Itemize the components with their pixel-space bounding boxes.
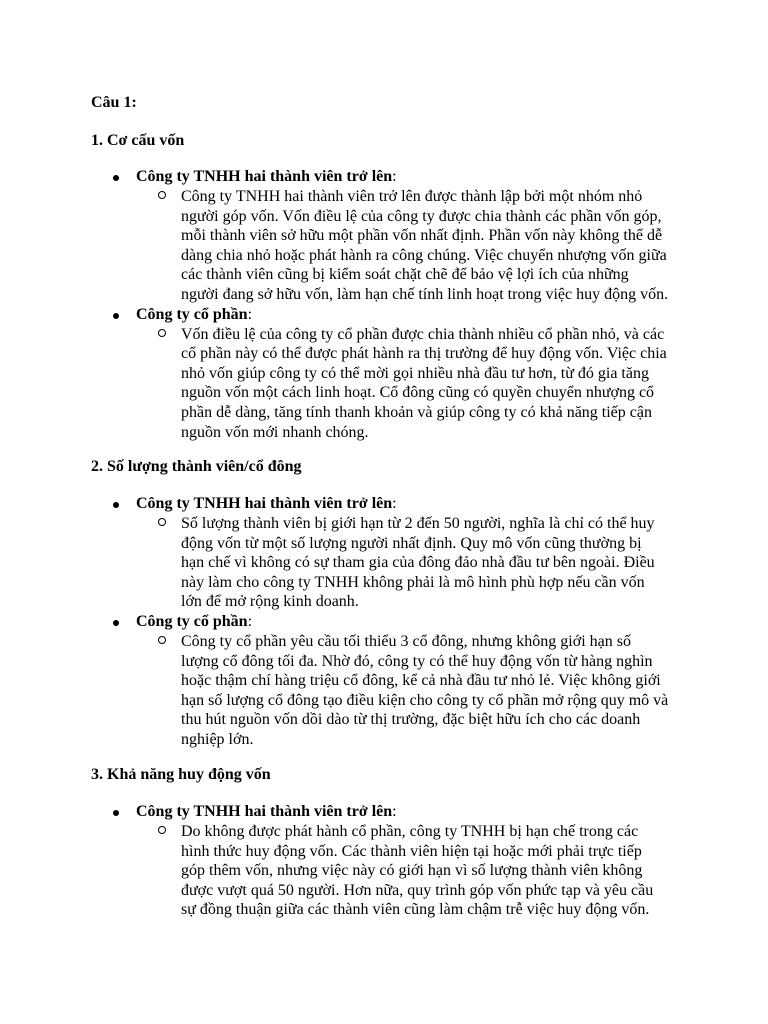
bullet-label: Công ty cổ phần bbox=[136, 305, 248, 323]
bullet-label: Công ty TNHH hai thành viên trở lên bbox=[136, 803, 393, 820]
section-member-count-list bbox=[0, 494, 768, 750]
paragraph: Công ty TNHH hai thành viên trở lên được thành lập bởi một nhóm nhỏ người góp vốn. Vốn điều lệ của công ty được chia thành các phần vốn góp, mỗi thành viên sở hữu một phần vốn nhất định. Phần vốn này không thể dễ dàng chia nhỏ hoặc phát hành ra công chúng. Việc chuyển nhượng vốn giữa các thành viên cũng bị kiểm soát chặt chẽ để bảo vệ lợi ích của những người đang sở hữu vốn, làm hạn chế tính linh hoạt trong việc huy động vốn. bbox=[181, 188, 669, 303]
bullet-item bbox=[0, 612, 768, 632]
bullet-colon: : bbox=[392, 803, 397, 820]
bullet-label: Công ty cổ phần bbox=[136, 612, 248, 630]
circle-bullet-icon bbox=[158, 329, 166, 337]
bullet-label: Công ty TNHH hai thành viên trở lên bbox=[136, 495, 393, 512]
paragraph: Vốn điều lệ của công ty cổ phần được chia thành nhiều cổ phần nhỏ, và các cổ phần này có thể được phát hành ra thị trường để huy động vốn. Việc chia nhỏ vốn giúp công ty có thể mời gọi nhiều nhà đầu tư hơn, từ đó gia tăng nguồn vốn một cách linh hoạt. Cổ đông cũng có quyền chuyển nhượng cổ phần dễ dàng, tăng tính thanh khoản và giúp công ty có khả năng tiếp cận nguồn vốn mới nhanh chóng. bbox=[181, 325, 667, 441]
circle-bullet-icon bbox=[158, 518, 166, 526]
bullet-icon bbox=[113, 620, 119, 626]
paragraph: Công ty cổ phần yêu cầu tối thiểu 3 cổ đông, nhưng không giới hạn số lượng cổ đông tối đa. Nhờ đó, công ty có thể huy động vốn từ hàng nghìn hoặc thậm chí hàng triệu cổ đông, kể cả nhà đầu tư nhỏ lẻ. Việc không giới hạn số lượng cổ đông tạo điều kiện cho công ty cổ phần mở rộng quy mô và thu hút nguồn vốn dồi dào từ thị trường, đặc biệt hữu ích cho các doanh nghiệp lớn. bbox=[181, 632, 669, 748]
bullet-colon: : bbox=[247, 612, 253, 630]
circle-bullet-icon bbox=[158, 636, 166, 644]
section-heading-fundraising-ability: 3. Khả năng huy động vốn bbox=[91, 766, 271, 783]
bullet-item bbox=[0, 802, 768, 822]
section-heading-member-count: 2. Số lượng thành viên/cổ đông bbox=[91, 458, 302, 475]
bullet-icon bbox=[113, 810, 119, 816]
bullet-colon: : bbox=[247, 305, 253, 323]
bullet-label: Công ty TNHH hai thành viên trở lên bbox=[136, 168, 393, 185]
sub-list-item bbox=[0, 187, 768, 305]
bullet-item bbox=[0, 305, 768, 325]
bullet-colon: : bbox=[392, 168, 397, 185]
circle-bullet-icon bbox=[158, 826, 166, 834]
bullet-item bbox=[0, 167, 768, 187]
paragraph: Số lượng thành viên bị giới hạn từ 2 đến 50 người, nghĩa là chỉ có thể huy động vốn từ một số lượng người nhất định. Quy mô vốn cũng thường bị hạn chế vì không có sự tham gia của đông đảo nhà đầu tư bên ngoài. Điều này làm cho công ty TNHH không phải là mô hình phù hợp nếu cần vốn lớn để mở rộng kinh doanh. bbox=[181, 515, 655, 611]
document-title: Câu 1: bbox=[91, 94, 137, 111]
section-fundraising-ability-list bbox=[0, 802, 768, 920]
circle-bullet-icon bbox=[158, 191, 166, 199]
bullet-icon bbox=[113, 175, 119, 181]
section-capital-structure-list bbox=[0, 167, 768, 442]
bullet-item bbox=[0, 494, 768, 514]
sub-list-item bbox=[0, 514, 768, 612]
paragraph: Do không được phát hành cổ phần, công ty TNHH bị hạn chế trong các hình thức huy động vốn. Các thành viên hiện tại hoặc mới phải trực tiếp góp thêm vốn, nhưng việc này có giới hạn vì số lượng thành viên không được vượt quá 50 người. Hơn nữa, quy trình góp vốn phức tạp và yêu cầu sự đồng thuận giữa các thành viên cũng làm chậm trễ việc huy động vốn. bbox=[181, 823, 654, 919]
bullet-icon bbox=[113, 502, 119, 508]
section-heading-capital-structure: 1. Cơ cấu vốn bbox=[91, 132, 185, 149]
sub-list-item bbox=[0, 822, 768, 920]
bullet-colon: : bbox=[392, 495, 397, 512]
sub-list-item bbox=[0, 325, 768, 443]
bullet-icon bbox=[113, 313, 119, 319]
sub-list-item bbox=[0, 632, 768, 750]
